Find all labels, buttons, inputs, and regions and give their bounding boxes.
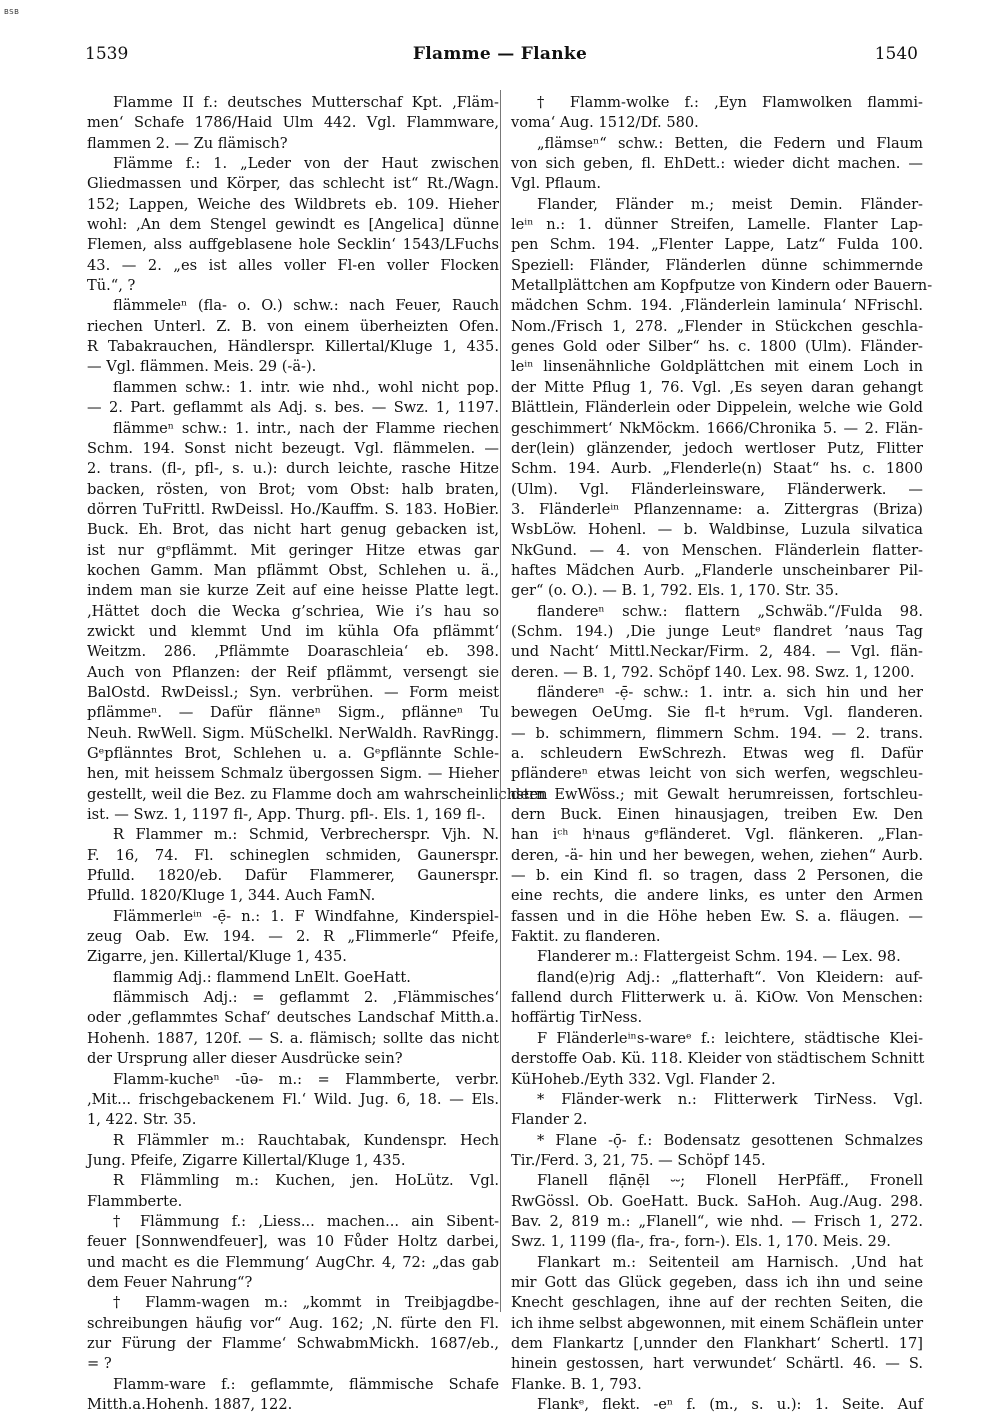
text-line: zwickt und klemmt Und im kühla Ofa pflämmt‘ — [87, 622, 499, 640]
text-line: geschimmert‘ NkMöckm. 1666/Chronika 5. — 2. Flän- — [511, 419, 923, 437]
text-line: RwGössl. Ob. GoeHatt. Buck. SaHoh. Aug./Aug. 298. — [511, 1192, 923, 1210]
text-line: Flamm-ware f.: geflammte, flämmische Schafe — [113, 1375, 499, 1393]
text-line: ist nur gᵉpflämmt. Mit geringer Hitze etwas gar — [87, 541, 499, 559]
text-line: BalOstd. RwDeissl.; Syn. verbrühen. — Form meist — [87, 683, 499, 701]
text-line: gestellt, weil die Bez. zu Flamme doch am wahrscheinlichsten — [87, 785, 548, 803]
text-line: und macht es die Flemmung‘ AugChr. 4, 72: „das gab — [87, 1253, 499, 1271]
text-line: mir Gott das Glück gegeben, dass ich ihn und seine — [511, 1273, 923, 1291]
text-line: voma‘ Aug. 1512/Df. 580. — [511, 114, 699, 132]
text-line: Flanke. B. 1, 793. — [511, 1375, 642, 1393]
text-line: bewegen OeUmg. Sie fl-t hᵉrum. Vgl. flanderen. — [511, 704, 923, 722]
text-line: pen Schm. 194. „Flenter Lappe, Latz“ Fulda 100. — [511, 236, 923, 254]
text-line: und Nacht‘ Mittl.Neckar/Firm. 2, 484. — Vgl. flän- — [511, 643, 923, 661]
text-line: Auch von Pflanzen: der Reif pflämmt, versengt sie — [87, 663, 499, 681]
text-line: 1, 422. Str. 35. — [87, 1111, 197, 1129]
text-line: pfländereⁿ etwas leicht von sich werfen, wegschleu- — [511, 765, 923, 783]
text-line: Flamme II f.: deutsches Mutterschaf Kpt. ‚Fläm- — [113, 94, 499, 111]
text-line: der(lein) glänzender, jedoch wertloser Putz, Flitter — [511, 439, 923, 457]
text-line: ‚Mit... frischgebackenem Fl.‘ Wild. Jug. 6, 18. — Els. — [87, 1090, 499, 1108]
text-line: flammig Adj.: flammend LnElt. GoeHatt. — [113, 968, 411, 986]
text-line: indem man sie kurze Zeit auf eine heisse Platte legt. — [87, 582, 499, 600]
text-line: dörren TuFrittl. RwDeissl. Ho./Kauffm. S. 183. HoBier. — [87, 500, 499, 518]
text-line: derstoffe Oab. Kü. 118. Kleider von städtischem Schnitt — [511, 1050, 925, 1068]
text-line: flämmisch Adj.: = geflammt 2. ‚Flämmisches‘ — [113, 989, 499, 1007]
text-line: * Fländer-werk n.: Flitterwerk TirNess. Vgl. — [537, 1090, 923, 1108]
text-line: backen, rösten, von Brot; vom Obst: halb braten, — [87, 480, 499, 498]
page-number-right: 1540 — [874, 44, 918, 64]
text-line: Flanderer m.: Flattergeist Schm. 194. — Lex. 98. — [537, 948, 901, 966]
text-line: a. schleudern EwSchrezh. Etwas weg fl. Dafür — [511, 745, 923, 762]
text-line: Blättlein, Fländerlein oder Dippelein, welche wie Gold — [511, 399, 923, 417]
text-line: deren. — B. 1, 792. Schöpf 140. Lex. 98. Swz. 1, 1200. — [511, 663, 915, 681]
text-line: — Vgl. flämmen. Meis. 29 (-ä-). — [87, 358, 317, 376]
text-line: 152; Lappen, Weiche des Wildbrets eb. 109. Hieher — [87, 195, 499, 213]
text-line: Ɍ Flämmler m.: Rauchtabak, Kundenspr. Hech — [113, 1131, 499, 1149]
text-line: eine rechts, die andere links, es unter den Armen — [511, 887, 923, 905]
text-line: ger“ (o. O.). — B. 1, 792. Els. 1, 170. Str. 35. — [511, 582, 839, 600]
text-line: Vgl. Pflaum. — [511, 175, 601, 193]
text-line: — 2. Part. geflammt als Adj. s. bes. — Swz. 1, 1197. — [87, 399, 499, 417]
text-line: deren, -ä- hin und her bewegen, wehen, ziehen“ Aurb. — [511, 846, 923, 864]
text-line: Ɍ Flammer m.: Schmid, Verbrecherspr. Vjh. N. — [113, 826, 499, 844]
text-line: fallend durch Flitterwerk u. ä. KiOw. Von Menschen: — [511, 989, 923, 1007]
text-line: Neuh. RwWell. Sigm. MüSchelkl. NerWaldh. RavRingg. — [87, 724, 499, 742]
page-number-left: 1539 — [85, 44, 129, 64]
text-line: hinein gestossen, hart verwundet‘ Schärtl. 46. — S. — [511, 1355, 923, 1373]
text-line: kochen Gamm. Man pflämmt Obst, Schlehen u. ä., — [87, 561, 499, 579]
text-line: fländereⁿ -ẹ̄- schw.: 1. intr. a. sich hin und her — [537, 683, 923, 701]
text-line: Speziell: Fländer, Fländerlen dünne schimmernde — [511, 256, 923, 274]
text-line: Schm. 194. Sonst nicht bezeugt. Vgl. flämmelen. — — [87, 439, 499, 457]
text-line: genes Gold oder Silber“ hs. c. 1800 (Ulm). Fländer- — [511, 338, 923, 356]
text-line: flandereⁿ schw.: flattern „Schwäb.“/Fulda 98. — [537, 602, 923, 620]
text-line: — b. schimmern, flimmern Schm. 194. — 2. trans. — [511, 724, 923, 742]
left-column — [87, 93, 548, 1415]
text-line: haftes Mädchen Aurb. „Flanderle unscheinbarer Pil- — [511, 561, 923, 579]
text-line: Flammberte. — [87, 1192, 183, 1210]
text-line: fassen und in die Höhe heben Ew. S. a. fläugen. — — [511, 907, 923, 925]
text-line: Knecht geschlagen, ihne auf der rechten Seiten, die — [511, 1294, 923, 1312]
text-line: han iᶜʰ hⁱnaus gᵉfländeret. Vgl. flänkeren. „Flan- — [511, 826, 923, 844]
text-line: WsbLöw. Hohenl. — b. Waldbinse, Luzula silvatica — [511, 521, 923, 539]
text-line: Pfulld. 1820/eb. Dafür Flammerer, Gaunerspr. — [87, 867, 499, 885]
text-line: Flemen, alss auffgeblasene hole Secklin‘ 1543/LFuchs — [87, 236, 499, 254]
text-line: dern EwWöss.; mit Gewalt herumreissen, fortschleu- — [511, 785, 923, 803]
text-line: flämmeleⁿ (fla- o. O.) schw.: nach Feuer, Rauch — [113, 297, 499, 315]
text-line: † Flamm-wolke f.: ‚Eyn Flamwolken flammi- — [537, 94, 923, 111]
text-line: Ɍ Flämmling m.: Kuchen, jen. HoLütz. Vgl. — [113, 1172, 499, 1190]
text-line: pflämmeⁿ. — Dafür flänneⁿ Sigm., pflänneⁿ Tu — [87, 704, 499, 722]
text-line: leⁱⁿ linsenähnliche Goldplättchen mit einem Loch in — [511, 358, 923, 376]
text-line: 3. Fländerleⁱⁿ Pflanzenname: a. Zittergras (Briza) — [511, 500, 923, 518]
text-line: Buck. Eh. Brot, das nicht hart genug gebacken ist, — [87, 521, 499, 539]
text-line: hoffärtig TirNess. — [511, 1009, 643, 1027]
text-line: dem Flankartz [,unnder den Flankhart‘ Schertl. 17] — [511, 1334, 923, 1352]
text-line: (Schm. 194.) ‚Die junge Leutᵉ flandret ’naus Tag — [511, 622, 923, 640]
text-line: ist. — Swz. 1, 1197 fl-, App. Thurg. pfl-. Els. 1, 169 fl-. — [87, 806, 486, 824]
text-line: Flander, Fländer m.; meist Demin. Fländer- — [537, 195, 923, 213]
text-line: Pfulld. 1820/Kluge 1, 344. Auch FamN. — [87, 887, 376, 905]
text-line: dem Feuer Nahrung“? — [87, 1273, 253, 1291]
library-stamp: BSB — [4, 8, 20, 16]
text-line: dern Buck. Einen hinausjagen, treiben Ew. Den — [511, 806, 923, 824]
text-line: F. 16, 74. Fl. schineglen schmiden, Gaunerspr. — [87, 846, 499, 864]
text-line: Tü.“, ? — [87, 277, 136, 295]
text-line: Swz. 1, 1199 (fla-, fra-, forn-). Els. 1, 170. Meis. 29. — [511, 1233, 891, 1251]
text-line: wohl: ‚An dem Stengel gewindt es [Angelica] dünne — [87, 216, 499, 234]
text-line: Hohenh. 1887, 120f. — S. a. flämisch; sollte das nicht — [87, 1029, 499, 1047]
text-line: = ? — [87, 1355, 112, 1373]
text-line: Flämme f.: 1. „Leder von der Haut zwischen — [113, 155, 499, 173]
text-line: Flamm-kucheⁿ -ūə- m.: = Flammberte, verbr. — [113, 1070, 499, 1088]
text-line: Bav. 2, 819 m.: „Flanell“, wie nhd. — Frisch 1, 272. — [511, 1212, 923, 1230]
text-line: Gᵉpflänntes Brot, Schlehen u. a. Gᵉpflännte Schle- — [87, 745, 499, 762]
text-line: Flankart m.: Seitenteil am Harnisch. ‚Und hat — [537, 1253, 923, 1271]
text-line: riechen Unterl. Z. B. von einem überheizten Ofen. — [87, 317, 499, 335]
text-line: † Flamm-wagen m.: „kommt in Treibjagdbe- — [113, 1294, 499, 1312]
text-line: 2. trans. (fl-, pfl-, s. u.): durch leichte, rasche Hitze — [87, 460, 499, 478]
text-line: (Ulm). Vgl. Fländerleinsware, Fländerwerk. — — [511, 480, 923, 498]
text-line: ich ihme selbst abgewonnen, mit einem Schäflein unter — [511, 1314, 924, 1332]
column-divider — [500, 90, 501, 1312]
text-line: Schm. 194. Aurb. „Flenderle(n) Staat“ hs. c. 1800 — [511, 460, 923, 478]
text-line: — b. ein Kind fl. so tragen, dass 2 Personen, die — [511, 867, 923, 885]
text-line: der Mitte Pflug 1, 76. Vgl. ‚Es seyen daran gehangt — [511, 378, 923, 396]
text-line: fland(e)rig Adj.: „flatterhaft“. Von Kleidern: auf- — [537, 968, 923, 986]
text-line: schreibungen häufig vor“ Aug. 162; ‚N. fürte den Fl. — [87, 1314, 499, 1332]
text-line: zur Fürung der Flamme‘ SchwabmMickh. 1687/eb., — [87, 1334, 499, 1352]
text-line: KüHoheb./Eyth 332. Vgl. Flander 2. — [511, 1070, 776, 1088]
right-column — [511, 93, 933, 1415]
text-line: leⁱⁿ n.: 1. dünner Streifen, Lamelle. Flanter Lap- — [511, 216, 923, 234]
running-title: Flamme — Flanke — [412, 44, 588, 64]
text-line: feuer [Sonnwendfeuer], was 10 Fůder Holtz darbei, — [87, 1233, 499, 1251]
text-line: hen, mit heissem Schmalz übergossen Sigm. — Hieher — [87, 765, 499, 783]
text-line: Nom./Frisch 1, 278. „Flender in Stückchen geschla- — [511, 317, 923, 335]
text-line: * Flane -ọ̄- f.: Bodensatz gesottenen Schmalzes — [537, 1131, 923, 1149]
text-line: Flander 2. — [511, 1111, 588, 1129]
text-line: 43. — 2. „es ist alles voller Fl-en voller Flocken — [87, 256, 499, 274]
text-line: Faktit. zu flanderen. — [511, 928, 661, 946]
text-line: men‘ Schafe 1786/Haid Ulm 442. Vgl. Flammware, — [87, 114, 499, 132]
text-line: Metallplättchen am Kopfputze von Kindern oder Bauern- — [511, 277, 933, 295]
text-line: von sich geben, fl. EhDett.: wieder dicht machen. — — [511, 155, 923, 173]
page-header — [0, 44, 1000, 70]
text-line: Ɍ Tabakrauchen, Händlerspr. Killertal/Kluge 1, 435. — [87, 338, 499, 356]
text-line: mädchen Schm. 194. ‚Fländerlein laminula‘ NFrischl. — [511, 297, 923, 315]
text-line: Mitth.a.Hohenh. 1887, 122. — [87, 1396, 293, 1413]
text-line: F Fländerleⁱⁿs-wareᵉ f.: leichtere, städtische Klei- — [537, 1029, 923, 1047]
text-line: Gliedmassen und Körper, das schlecht ist“ Rt./Wagn. — [87, 175, 499, 193]
text-line: zeug Oab. Ew. 194. — 2. Ɍ „Flimmerle“ Pfeife, — [87, 928, 499, 946]
text-line: ‚Hättet doch die Wecka g’schriea, Wie i’s hau so — [87, 602, 499, 620]
text-line: NkGund. — 4. von Menschen. Fländerlein flatter- — [511, 541, 923, 559]
text-line: der Ursprung aller dieser Ausdrücke sein? — [87, 1050, 403, 1068]
text-line: „flämseⁿ“ schw.: Betten, die Federn und Flaum — [537, 134, 923, 152]
text-line: Weitzm. 286. ‚Pflämmte Doaraschleia‘ eb. 398. — [87, 643, 499, 661]
text-line: flammen 2. — Zu flämisch? — [87, 134, 288, 152]
text-line: † Flämmung f.: ‚Liess... machen... ain Sibent- — [113, 1212, 499, 1230]
text-line: flammen schw.: 1. intr. wie nhd., wohl nicht pop. — [113, 378, 499, 396]
text-line: Tir./Ferd. 3, 21, 75. — Schöpf 145. — [511, 1151, 766, 1169]
text-line: flämmeⁿ schw.: 1. intr., nach der Flamme riechen — [113, 419, 499, 437]
text-line: Jung. Pfeife, Zigarre Killertal/Kluge 1, 435. — [87, 1151, 406, 1169]
text-line: Flämmerleⁱⁿ -ẹ̄- n.: 1. F Windfahne, Kinderspiel- — [113, 907, 499, 925]
text-line: Flankᵉ, flekt. -eⁿ f. (m., s. u.): 1. Seite. Auf — [537, 1396, 923, 1413]
text-line: Zigarre, jen. Killertal/Kluge 1, 435. — [87, 948, 347, 966]
text-line: oder ‚geflammtes Schaf‘ deutsches Landschaf Mitth.a. — [87, 1009, 499, 1027]
text-line: Flanell flạ̄nẹ̄l ⏑⏑; Flonell HerPfäff., Fronell — [537, 1172, 923, 1190]
